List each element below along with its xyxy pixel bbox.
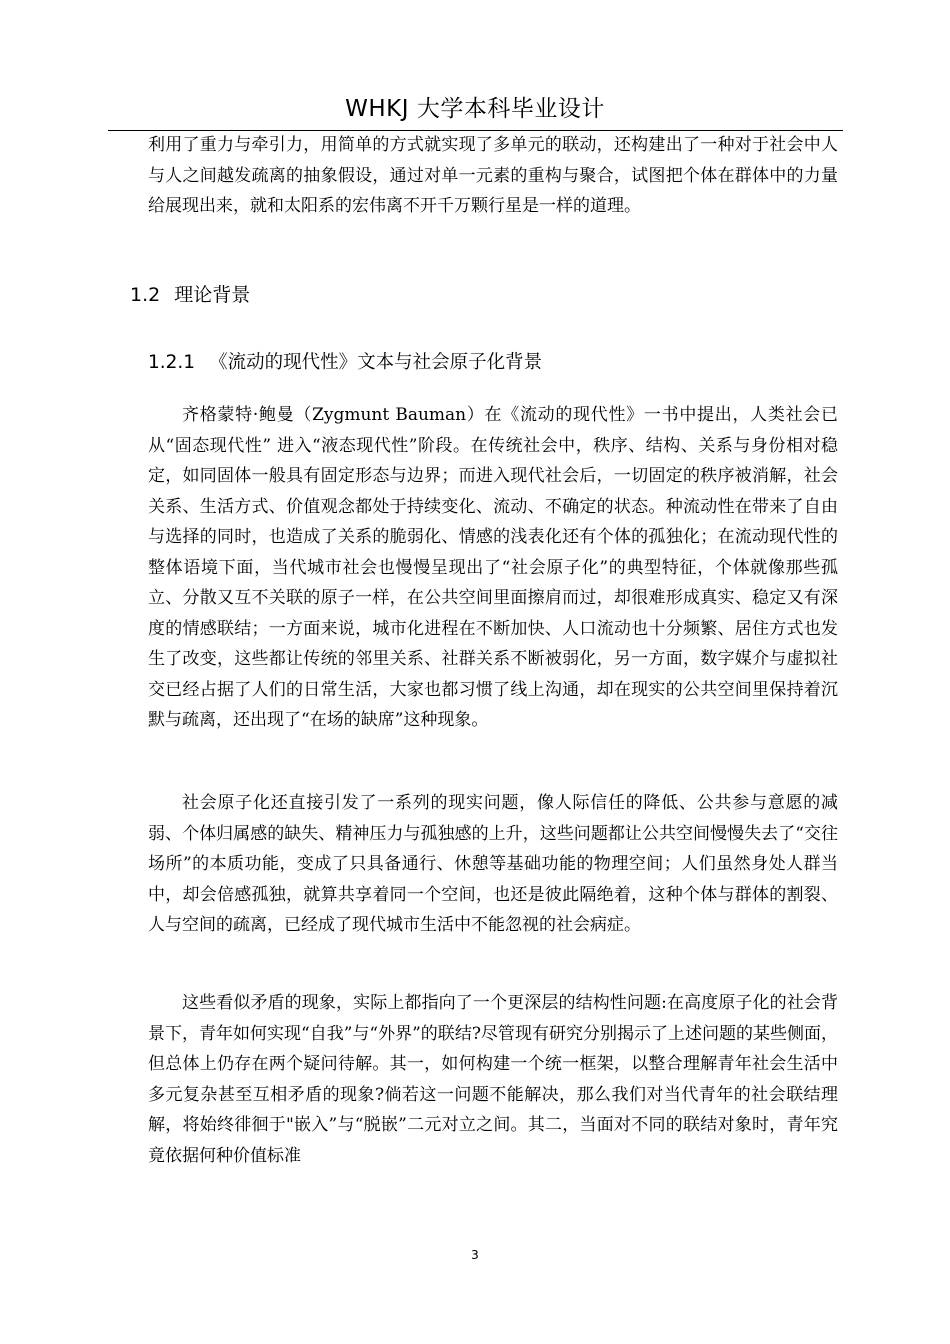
intro-continuation-paragraph: 利用了重力与牵引力，用简单的方式就实现了多单元的联动，还构建出了一种对于社会中人与人之间越发疏离的抽象假设，通过对单一元素的重构与聚合，试图把个体在群体中的力量给展现出来，就和太阳系的宏伟离不开千万颗行星是一样的道理。 — [148, 135, 838, 216]
body-paragraph-1: 齐格蒙特·鲍曼（Zygmunt Bauman）在《流动的现代性》一书中提出，人类社会已从“固态现代性” 进入“液态现代性”阶段。在传统社会中，秩序、结构、关系与身份相对稳定，如同固体一般具有固定形态与边界；而进入现代社会后，一切固定的秩序被消解，社会关系、生活方式、价值观念都处于持续变化、流动、不确定的状态。种流动性在带来了自由与选择的同时，也造成了关系的脆弱化、情感的浅表化还有个体的孤独化；在流动现代性的整体语境下面，当代城市社会也慢慢呈现出了“社会原子化”的典型特征，个体就像那些孤立、分散又互不关联的原子一样，在公共空间里面擦肩而过，却很难形成真实、稳定又有深度的情感联结；一方面来说，城市化进程在不断加快、人口流动也十分频繁、居住方式也发生了改变，这些都让传统的邻里关系、社群关系不断被弱化，另一方面，数字媒介与虚拟社交已经占据了人们的日常生活，大家也都习惯了线上沟通，却在现实的公共空间里保持着沉默与疏离，还出现了“在场的缺席”这种现象。 — [148, 405, 838, 730]
subsection-number: 1.2.1 — [148, 352, 196, 373]
body-paragraph-2: 社会原子化还直接引发了一系列的现实问题，像人际信任的降低、公共参与意愿的减弱、个体归属感的缺失、精神压力与孤独感的上升，这些问题都让公共空间慢慢失去了“交往场所”的本质功能，变成了只具备通行、休憩等基础功能的物理空间；人们虽然身处人群当中，却会倍感孤独，就算共享着同一个空间，也还是彼此隔绝着，这种个体与群体的割裂、人与空间的疏离，已经成了现代城市生活中不能忽视的社会病症。 — [148, 793, 838, 935]
subsection-heading — [148, 350, 542, 376]
page-header-title: WHKJ 大学本科毕业设计 — [345, 96, 605, 122]
subsection-title: 《流动的现代性》文本与社会原子化背景 — [209, 352, 543, 373]
section-number: 1.2 — [130, 284, 161, 306]
body-paragraph-3: 这些看似矛盾的现象，实际上都指向了一个更深层的结构性问题:在高度原子化的社会背景下，青年如何实现“自我”与“外界”的联结?尽管现有研究分别揭示了上述问题的某些侧面，但总体上仍存在两个疑问待解。其一，如何构建一个统一框架，以整合理解青年社会生活中多元复杂甚至互相矛盾的现象?倘若这一问题不能解决，那么我们对当代青年的社会联结理解，将始终徘徊于"嵌入”与“脱嵌”二元对立之间。其二，当面对不同的联结对象时，青年究竟依据何种价值标准 — [148, 993, 838, 1166]
page-number: 3 — [471, 1248, 479, 1262]
section-heading — [130, 282, 250, 308]
section-title: 理论背景 — [174, 284, 251, 306]
